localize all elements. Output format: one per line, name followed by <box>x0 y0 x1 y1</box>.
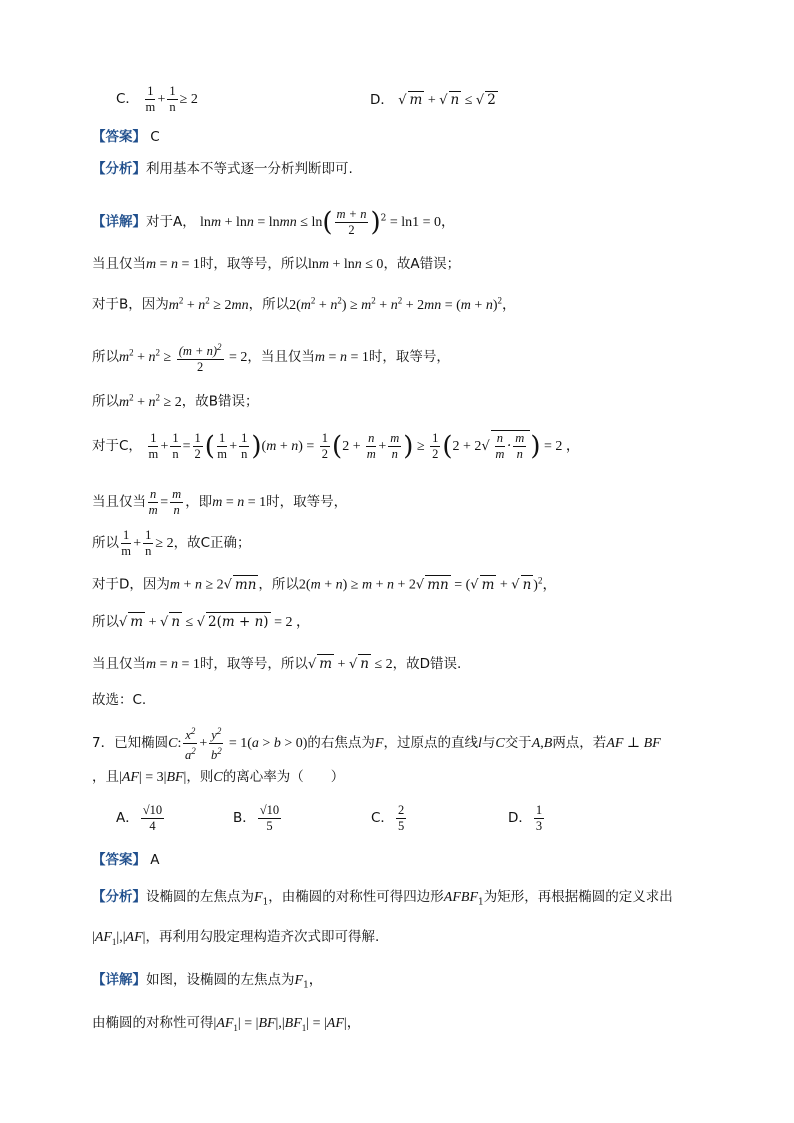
analysis-tag: 【分析】 <box>92 161 146 177</box>
q6-choose: 故选：C. <box>92 692 147 708</box>
q7-stem-line-1: 7．已知椭圆C: $\frac{x^2}{a^2}$ + $\frac{y^2}{b^2}$ = 1(a > b > 0)的右焦点为F，过原点的直线l与C交于A,B两点，若AF ⊥ BF <box>92 726 661 763</box>
q6-option-c: C． $\frac{1}{m}$ + $\frac{1}{n}$ ≥ 2 <box>116 84 198 114</box>
q7-option-c <box>371 803 408 834</box>
q7-detail-line-2: 由椭圆的对称性可得$|AF_1| = |BF|,|BF_1| = |AF|$， <box>92 1015 361 1033</box>
q7-option-c-label: C． <box>371 810 394 826</box>
so-b2: 所以 <box>92 349 119 366</box>
q6-detail-d-2: 所以√ m + √ n ≤ √ 2(m + n) = 2 ， <box>92 614 310 630</box>
wrong-a: ，故A错误； <box>383 256 461 272</box>
q7-option-a-den: 4 <box>149 819 156 833</box>
so-d2: 所以 <box>92 614 119 630</box>
q6-analysis-text: 利用基本不等式逐一分析判断即可. <box>146 161 353 177</box>
q7-stem-8: ，则 <box>186 769 214 785</box>
q7-option-b-den: 5 <box>266 819 273 833</box>
q7-detail-tag: 【详解】 <box>92 972 146 988</box>
q6-detail-a: 【详解】对于A， lnm + lnn = lnmn ≤ ln( $\frac{m + n}{2}$ )$^2$ = ln1 = 0， <box>92 207 456 238</box>
q7-answer-line <box>92 851 160 869</box>
q7-option-c-den: 5 <box>397 819 405 833</box>
q7-option-a <box>116 803 166 834</box>
q7-stem-2: 的右焦点为 <box>307 735 375 752</box>
take-equal-b: 时，取等号， <box>368 349 450 366</box>
q6-detail-a-equality: 当且仅当m = n = 1时，取等号，所以lnm + lnn ≤ 0，故A错误； <box>92 256 461 272</box>
q6-detail-b: 对于B，因为$m^2 + n^2 \ge 2mn$，所以$2(m^2 + n^2) \ge m^2 + n^2 + 2mn = (m + n)^2$， <box>92 295 516 313</box>
so-d: ，所以 <box>258 576 299 593</box>
q7-analysis-1: 设椭圆的左焦点为 <box>146 889 254 905</box>
q6-detail-b-3: 所以$m^2 + n^2 \ge 2$，故B错误； <box>92 392 259 410</box>
q7-option-d-label: D． <box>508 810 532 826</box>
q7-stem-7: ，且 <box>92 769 119 785</box>
when-c-mid: ，即 <box>185 494 213 510</box>
q7-option-d-den: 3 <box>535 819 543 833</box>
q7-option-b <box>233 803 283 834</box>
q7-analysis-3: 为矩形，再根据椭圆的定义求出 <box>483 889 673 905</box>
detail-tag: 【详解】 <box>92 214 146 230</box>
q6-answer-line <box>92 128 160 146</box>
q7-stem-1: 7．已知椭圆 <box>92 735 169 752</box>
q7-option-b-num: √10 <box>259 803 280 817</box>
equality-when-c: 当且仅当 <box>92 494 146 510</box>
q7-option-a-label: A． <box>116 810 139 826</box>
q7-option-c-num: 2 <box>397 803 405 817</box>
q7-stem-line-2: ，且|AF| = 3|BF|，则C的离心率为（ ） <box>92 769 345 785</box>
q7-analysis-4: ，再利用勾股定理构造齐次式即可得解. <box>145 929 380 945</box>
q7-answer-tag: 【答案】 <box>92 852 146 868</box>
for-c: 对于C， <box>92 438 142 454</box>
take-equal-a: 时，取等号，所以 <box>199 256 308 272</box>
when-b: ，当且仅当 <box>247 349 315 366</box>
wrong-d-pre: 时，取等号，所以 <box>199 656 308 672</box>
option-d-label: D． <box>370 92 394 108</box>
q6-answer-value: C <box>150 129 160 145</box>
q7-option-a-num: √10 <box>142 803 163 817</box>
answer-tag: 【答案】 <box>92 129 146 145</box>
q7-stem-3: ，过原点的直线 <box>383 735 478 752</box>
q7-stem-5: 交于 <box>504 735 532 752</box>
q7-detail-2: 由椭圆的对称性可得 <box>92 1015 214 1031</box>
q6-detail-c: 对于C， $\frac{1}{m}$ + $\frac{1}{n}$ = $\frac{1}{2}$ ( $\frac{1}{m}$ + $\frac{1}{n}$ )(m + n) = $\frac{1}{2}$ (2 + $\frac{n}{m}$ + $\frac{m}{n}$ ) ≥ $\frac{1}{2}$ (2 + 2√ $\frac{n}{m}$ · $\frac{m}{n}$ ) = 2 ， <box>92 431 580 462</box>
option-c-label: C． <box>116 91 139 107</box>
q6-analysis-line <box>92 160 353 178</box>
q7-stem-4: 与 <box>481 735 496 752</box>
equality-when-a: 当且仅当 <box>92 256 146 272</box>
q6-detail-c-2: 当且仅当 $\frac{n}{m}$ = $\frac{m}{n}$ ，即m = n = 1时，取等号， <box>92 487 348 517</box>
equality-when-d: 当且仅当 <box>92 656 146 672</box>
q6-detail-c-3: 所以 $\frac{1}{m}$ + $\frac{1}{n}$ ≥ 2，故C正确； <box>92 528 251 558</box>
q7-analysis-2: ，由椭圆的对称性可得四边形 <box>268 889 444 905</box>
right-c: ，故C正确； <box>173 535 251 551</box>
so-b3: 所以 <box>92 393 119 410</box>
q6-detail-d: 对于D，因为m + n ≥ 2√ mn ，所以2(m + n) ≥ m + n + 2√ mn = (√ m + √ n )$^2$， <box>92 575 557 593</box>
q7-analysis-tag: 【分析】 <box>92 889 146 905</box>
q7-stem-9: 的离心率为（ ） <box>222 769 345 785</box>
detail-a-prefix: 对于A， <box>146 214 196 230</box>
for-b: 对于B，因为 <box>92 296 169 313</box>
take-equal-c: 时，取等号， <box>266 494 348 510</box>
q7-option-b-label: B． <box>233 810 256 826</box>
q7-detail-1: 如图，设椭圆的左焦点为 <box>146 972 295 988</box>
q6-detail-b-2: 所以$m^2 + n^2$ ≥ $\frac{(m + n)^2}{2}$ = 2，当且仅当m = n = 1时，取等号， <box>92 342 450 375</box>
wrong-d: ，故D错误. <box>392 656 462 672</box>
q6-option-d: D． √ m + √ n ≤ √ 2 <box>370 92 496 108</box>
q7-answer-value: A <box>150 852 160 868</box>
q6-detail-d-3: 当且仅当m = n = 1时，取等号，所以√ m + √ n ≤ 2，故D错误. <box>92 656 462 672</box>
q7-analysis-line-2: $|AF_1|,|AF|$，再利用勾股定理构造齐次式即可得解. <box>92 929 380 947</box>
q7-stem-6: 两点，若 <box>552 735 607 752</box>
q7-detail-line-1: 【详解】如图，设椭圆的左焦点为$F_1$， <box>92 972 323 991</box>
q6-choose-line <box>92 691 146 709</box>
so-b: ，所以 <box>248 296 290 313</box>
for-d: 对于D，因为 <box>92 576 170 593</box>
wrong-b: ，故B错误； <box>181 393 259 410</box>
so-c: 所以 <box>92 535 119 551</box>
q7-option-d-num: 1 <box>535 803 543 817</box>
q7-option-d <box>508 803 546 834</box>
q7-analysis-line-1: 【分析】设椭圆的左焦点为$F_1$，由椭圆的对称性可得四边形$AFBF_1$为矩形，再根据椭圆的定义求出 <box>92 889 673 908</box>
